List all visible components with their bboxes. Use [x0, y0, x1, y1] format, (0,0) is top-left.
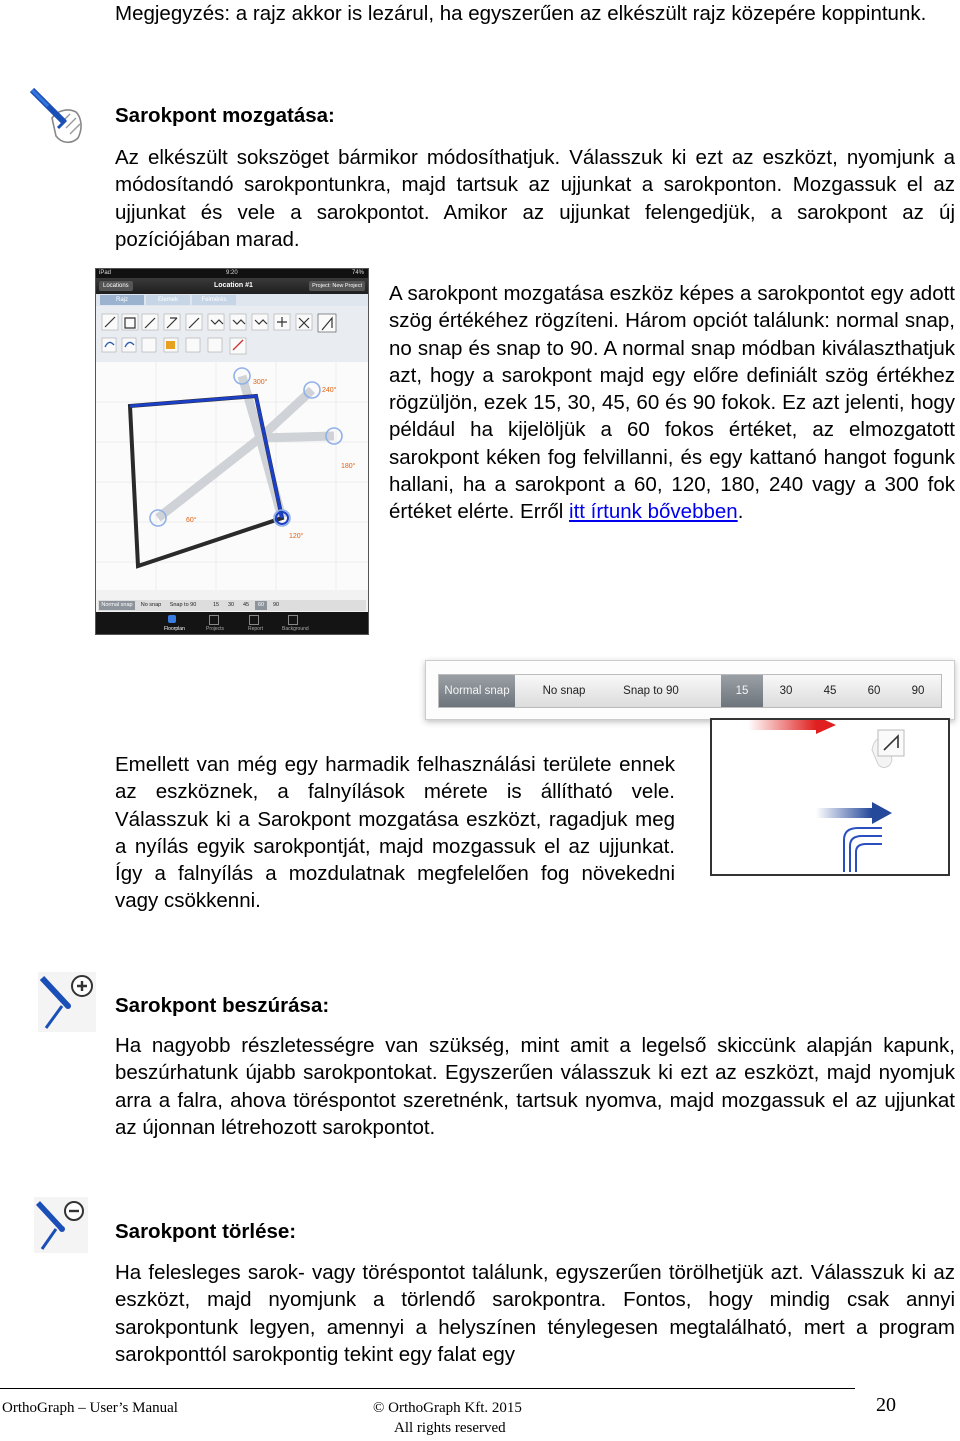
more-info-link[interactable]: itt írtunk bővebben — [569, 500, 738, 524]
blue-arrow-body — [816, 808, 872, 818]
no-snap-option[interactable]: No snap — [542, 685, 586, 697]
tablet-snap-bar — [98, 600, 366, 611]
page-number: 20 — [876, 1394, 896, 1416]
snap-value-30[interactable]: 30 — [779, 685, 793, 697]
opening-arcs — [844, 828, 882, 872]
projects-tab-icon — [209, 615, 219, 625]
snap-paragraph-end: . — [737, 500, 744, 524]
tablet-snap-60[interactable]: 60 — [255, 601, 267, 610]
status-bar — [96, 269, 368, 278]
tab-floorplan[interactable]: Floorplan — [164, 626, 185, 632]
section-heading-insert: Sarokpont beszúrása: — [115, 994, 330, 1017]
snap-selector — [425, 660, 955, 720]
arrow-paragraph: Emellett van még egy harmadik felhasználási területe ennek az eszköznek, a falnyílások mérete is állítható vele. Válasszuk ki a Sarokpont mozgatása eszközt, ragadjuk meg a nyílás egyik sarokpontját, majd mozgassuk el az ujjunkat. Így a falnyílás a mozdulatnak megfelelően fog növekedni vagy csökkenni. — [115, 753, 675, 913]
snap-paragraph — [389, 280, 955, 526]
tab-projects[interactable]: Projects — [206, 626, 225, 632]
nav-bar — [96, 278, 368, 294]
angle-label-60: 60° — [186, 517, 197, 524]
tablet-tab-bar — [96, 612, 368, 634]
insert-paragraph: Ha nagyobb részletességre van szükség, mint amit a legelső skiccünk alapján kapunk, beszúrhatunk újabb sarokpontokat. Egyszerűen válasszuk ki ezt az eszközt, majd nyomjuk arra a falra, ahova töréspontot szeretnénk, tartsuk nyomva, majd mozgassuk el az ujjunkat az újonnan létrehozott sarokpontot. — [115, 1034, 955, 1139]
status-right: 74% — [351, 270, 364, 276]
tool-row-1 — [102, 314, 336, 332]
section-heading-move: Sarokpont mozgatása: — [115, 104, 335, 127]
snap-paragraph-text: A sarokpont mozgatása eszköz képes a sarokpontot egy adott szög értékéhez rögzíteni. Három opciót találunk: normal snap, no snap és snap to 90. A normal snap módban kiválaszthatjuk azt, hogy a sarokpont majd egy előre definiált szög értékhez rögzüljön, ezek 15, 30, 45, 60 és 90 fokok. Ez azt jelenti, hogy például ha kijelöljük a 60 fokos értéket, az elmozgatott sarokpont kéken fog felvillanni, és egy kattanó hangot fogunk hallani, ha a sarokpont a 60, 120, 180, 240 vagy a 300 fok értéket elérte. Erről — [389, 282, 955, 524]
angle-label-120: 120° — [289, 533, 304, 540]
snap-value-60[interactable]: 60 — [867, 685, 881, 697]
tab-report[interactable]: Report — [248, 626, 264, 632]
tablet-snap-90deg[interactable]: 90 — [272, 602, 280, 608]
background-tab-icon — [288, 615, 298, 625]
tablet-snap-45[interactable]: 45 — [242, 602, 250, 608]
intro-note: Megjegyzés: a rajz akkor is lezárul, ha egyszerűen az elkészült rajz közepére koppintunk. — [115, 2, 927, 25]
snap-value-15[interactable]: 15 — [721, 675, 763, 707]
tab-elemek[interactable]: Elemek — [146, 295, 190, 305]
footer-copyright: © OrthoGraph Kft. 2015 — [373, 1400, 522, 1416]
tablet-snap-30[interactable]: 30 — [227, 602, 235, 608]
tab-strip — [96, 294, 368, 306]
nav-title: Location #1 — [214, 282, 253, 289]
footer-manual-title: OrthoGraph – User’s Manual — [2, 1400, 178, 1416]
add-vertex-tool-icon — [38, 972, 96, 1037]
tab-background[interactable]: Background — [282, 626, 309, 632]
hand-pointer — [872, 730, 904, 767]
tablet-screenshot — [95, 268, 369, 635]
snap-to-90-option[interactable]: Snap to 90 — [623, 685, 679, 697]
report-tab-icon — [249, 615, 259, 625]
nav-project-button[interactable]: Project: New Project — [309, 281, 365, 291]
footer-rule — [0, 1388, 855, 1389]
red-arrow-head — [816, 720, 836, 734]
footer-rights: All rights reserved — [394, 1420, 506, 1436]
move-paragraph: Az elkészült sokszöget bármikor módosíthatjuk. Válasszuk ki ezt az eszközt, nyomjunk a módosítandó sarokpontunkra, majd tartsuk az ujjunkat a sarokponton. Mozgassuk el az ujjunkat és vele a sarokpontot. Amikor az ujjunkat felengedjük, a sarokpont az új pozíciójában marad. — [115, 146, 955, 251]
tablet-snap-none[interactable]: No snap — [140, 602, 162, 608]
tablet-snap-90[interactable]: Snap to 90 — [169, 602, 197, 608]
tablet-snap-normal[interactable]: Normal snap — [99, 601, 135, 610]
floorplan-tab-icon — [168, 615, 176, 623]
angle-label-180: 180° — [341, 463, 356, 470]
snap-selector-track — [438, 674, 942, 708]
delete-paragraph: Ha felesleges sarok- vagy töréspontot találunk, egyszerűen törölhetjük azt. Válasszuk ki az eszközt, majd nyomjunk a törlendő sarokpontra. Fontos, hogy mindig csak annyi sarokpontunk legyen, amennyi a helyszínen ténylegesen megtalálható, mert a program sarokponttól sarokpontig tekint egy falat egy — [115, 1261, 955, 1366]
nav-locations-button[interactable]: Locations — [99, 281, 133, 291]
tab-rajz[interactable]: Rajz — [100, 295, 144, 305]
tab-felmeres[interactable]: Felmérés — [192, 295, 236, 305]
section-heading-delete: Sarokpont törlése: — [115, 1220, 297, 1243]
delete-vertex-tool-icon — [34, 1197, 88, 1258]
normal-snap-option[interactable]: Normal snap — [439, 675, 515, 707]
snap-value-45[interactable]: 45 — [823, 685, 837, 697]
angle-label-240: 240° — [322, 387, 337, 394]
status-left: iPad — [99, 270, 112, 276]
tool-palette — [96, 306, 368, 362]
snap-value-90[interactable]: 90 — [911, 685, 925, 697]
status-time: 9:20 — [226, 270, 238, 276]
move-vertex-tool-icon — [28, 82, 94, 153]
angle-label-300: 300° — [253, 379, 268, 386]
red-arrow-body — [748, 720, 816, 730]
blue-arrow-head — [872, 802, 892, 824]
opening-resize-illustration — [710, 718, 950, 876]
tablet-snap-15[interactable]: 15 — [212, 602, 220, 608]
floorplan-canvas — [96, 362, 368, 590]
